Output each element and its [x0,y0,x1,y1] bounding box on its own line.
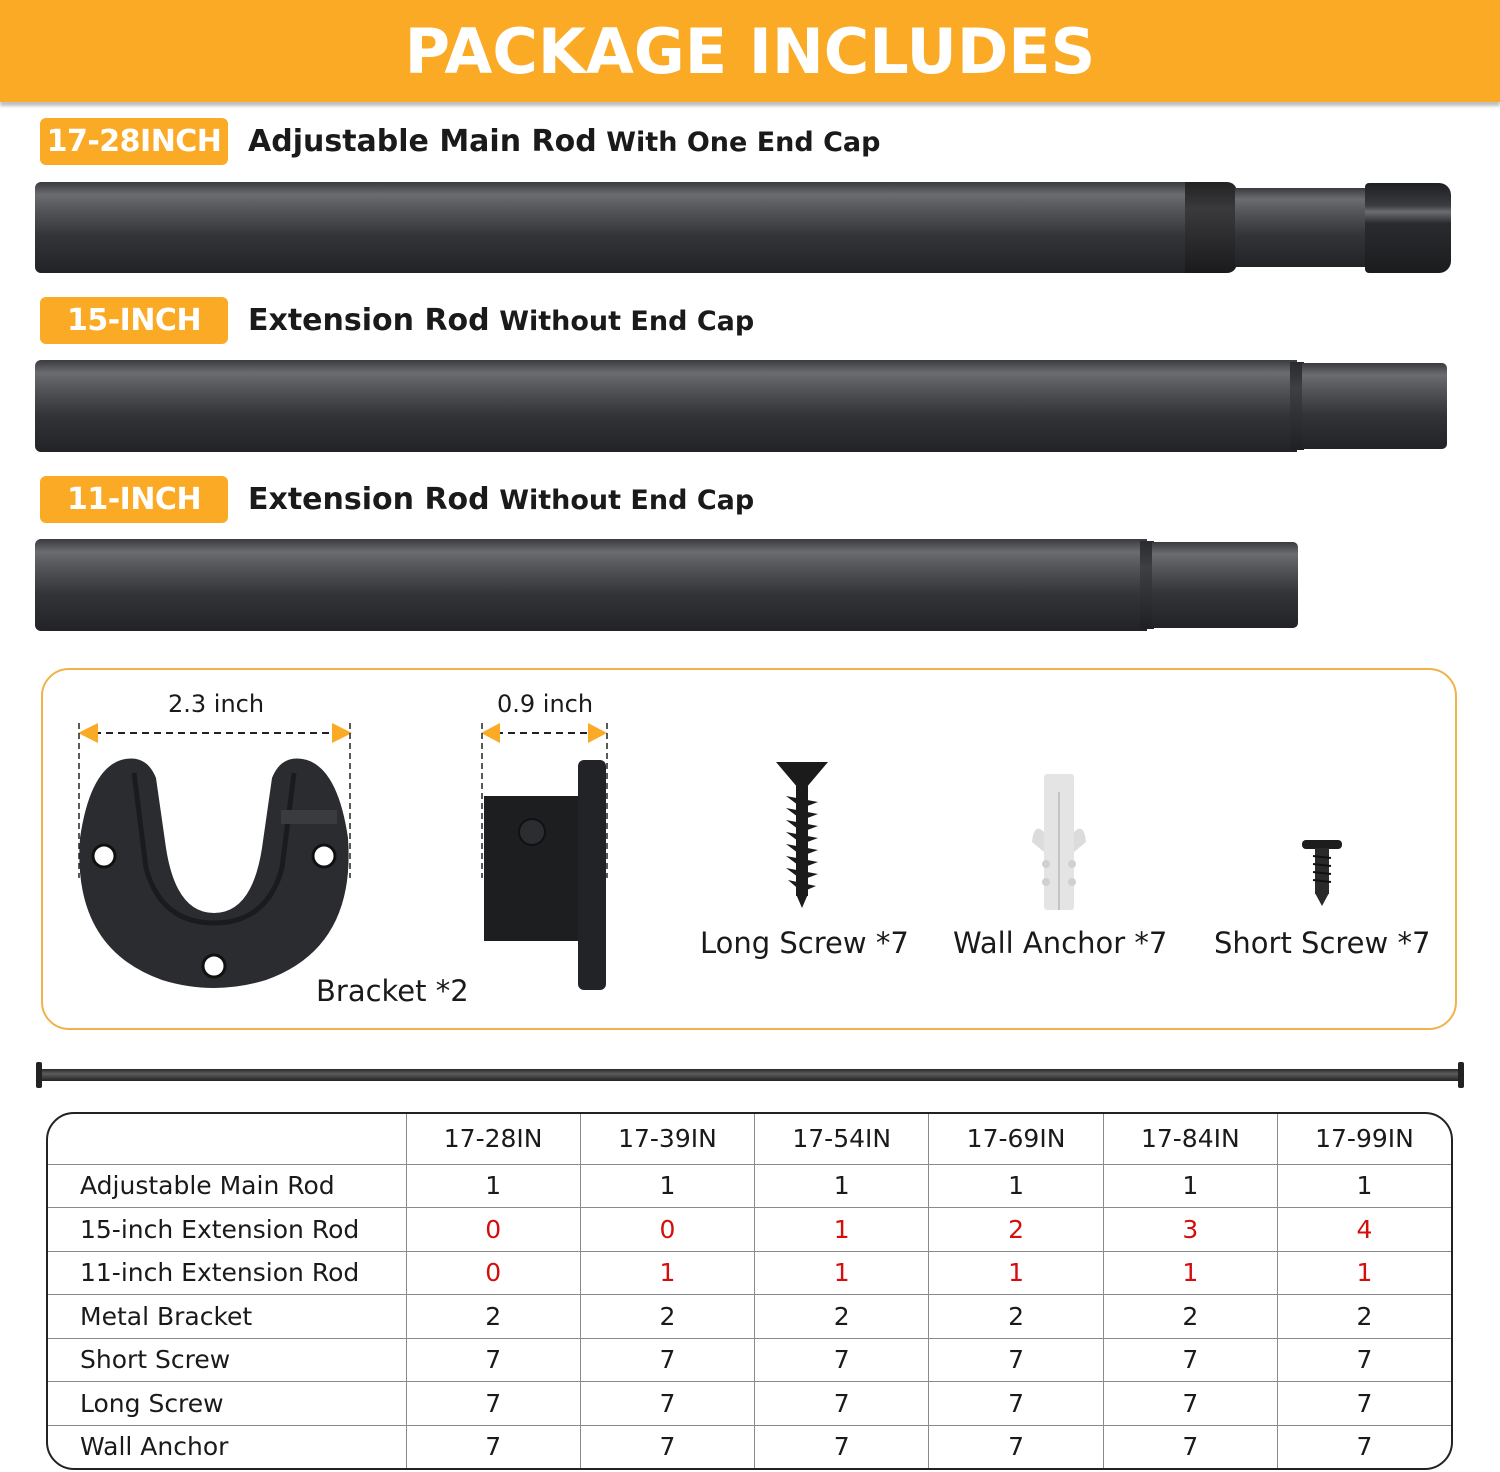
table-cell: 1 [755,1251,929,1295]
bracket-front-icon [76,718,356,998]
wall-anchor-icon [1030,772,1090,914]
table-cell: 2 [580,1295,754,1339]
table-cell: 7 [755,1338,929,1382]
rod-description [248,303,754,338]
rod-detail: Without End Cap [499,485,755,516]
table-cell: 2 [755,1295,929,1339]
table-cell: 7 [406,1425,580,1468]
table-cell: 0 [580,1208,754,1252]
row-label: Metal Bracket [48,1295,406,1339]
table-cell: 7 [580,1425,754,1468]
rod-description [248,482,754,517]
table-cell: 7 [1277,1338,1451,1382]
table-cell: 1 [580,1164,754,1208]
rod-name: Extension Rod [248,303,490,338]
wall-anchor-label: Wall Anchor *7 [953,926,1168,960]
long-screw-icon [772,760,832,910]
table-cell: 7 [1103,1425,1277,1468]
column-header: 17-28IN [406,1114,580,1164]
assembled-rod-image [36,1060,1464,1092]
table-cell: 7 [406,1382,580,1426]
rod-description [248,124,880,159]
table-cell: 3 [1103,1208,1277,1252]
table-cell: 7 [929,1425,1103,1468]
main-rod-image [35,180,1455,275]
table-row [48,1164,1451,1208]
column-header: 17-84IN [1103,1114,1277,1164]
table-cell: 0 [406,1251,580,1295]
extension-rod-15in-image [35,358,1450,454]
bracket-label: Bracket *2 [316,974,469,1008]
table-cell: 1 [929,1251,1103,1295]
table-cell: 2 [406,1295,580,1339]
short-screw-label: Short Screw *7 [1214,926,1431,960]
short-screw-icon [1300,838,1344,908]
table-cell: 7 [1103,1338,1277,1382]
bracket-width-label: 2.3 inch [168,690,265,718]
table-row [48,1251,1451,1295]
row-label: Adjustable Main Rod [48,1164,406,1208]
rod-item-15in [40,297,754,344]
row-label: 15-inch Extension Rod [48,1208,406,1252]
header-blank-cell [48,1114,406,1164]
table-cell: 2 [1103,1295,1277,1339]
table-cell: 7 [1277,1382,1451,1426]
row-label: Long Screw [48,1382,406,1426]
table-cell: 1 [1277,1164,1451,1208]
table-cell: 7 [1103,1382,1277,1426]
table-cell: 1 [755,1164,929,1208]
table-cell: 4 [1277,1208,1451,1252]
table-row [48,1382,1451,1426]
size-tag: 15-INCH [40,297,228,344]
table-cell: 1 [406,1164,580,1208]
table-row [48,1338,1451,1382]
rod-name: Adjustable Main Rod [248,124,597,159]
rod-detail: Without End Cap [499,306,755,337]
rod-name: Extension Rod [248,482,490,517]
table-row [48,1425,1451,1468]
table-row [48,1208,1451,1252]
page-title: PACKAGE INCLUDES [404,14,1096,88]
bracket-depth-label: 0.9 inch [497,690,594,718]
table-cell: 7 [929,1338,1103,1382]
size-tag: 17-28INCH [40,118,228,165]
header-banner [0,0,1500,102]
table-cell: 7 [755,1382,929,1426]
table-row [48,1295,1451,1339]
table-cell: 1 [1103,1164,1277,1208]
table-cell: 0 [406,1208,580,1252]
table-cell: 1 [1103,1251,1277,1295]
table-cell: 2 [929,1208,1103,1252]
rod-item-main [40,118,880,165]
table-header-row [48,1114,1451,1164]
column-header: 17-99IN [1277,1114,1451,1164]
row-label: 11-inch Extension Rod [48,1251,406,1295]
table-cell: 7 [406,1338,580,1382]
table-cell: 7 [1356,1432,1373,1462]
extension-rod-11in-image [35,537,1300,633]
table-cell: 7 [580,1382,754,1426]
parts-quantity-table [46,1112,1453,1470]
rod-item-11in [40,476,754,523]
table-cell: 7 [580,1338,754,1382]
table-cell: 1 [755,1208,929,1252]
rod-detail: With One End Cap [606,127,881,158]
table-cell: 7 [929,1382,1103,1426]
bracket-side-icon [478,718,618,998]
column-header: 17-54IN [755,1114,929,1164]
size-tag: 11-INCH [40,476,228,523]
column-header: 17-69IN [929,1114,1103,1164]
table-cell: 1 [580,1251,754,1295]
table-cell: 2 [929,1295,1103,1339]
table-cell: 1 [929,1164,1103,1208]
table-cell: 7 [755,1425,929,1468]
table-cell: 2 [1277,1295,1451,1339]
long-screw-label: Long Screw *7 [700,926,909,960]
row-label: Short Screw [48,1338,406,1382]
table-cell: 1 [1277,1251,1451,1295]
row-label: Wall Anchor [48,1425,406,1468]
column-header: 17-39IN [580,1114,754,1164]
